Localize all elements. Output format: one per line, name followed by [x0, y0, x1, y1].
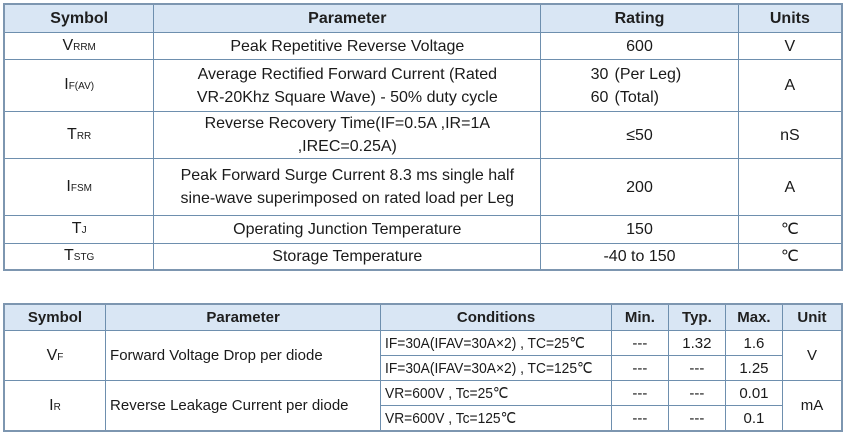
- symbol-cell: VRRM: [4, 33, 154, 60]
- header-typ: Typ.: [668, 304, 725, 331]
- conditions-cell: IF=30A(IFAV=30A×2) , TC=125℃: [381, 356, 612, 381]
- table-row: [4, 331, 842, 356]
- typ-cell: 1.32: [668, 331, 725, 356]
- unit-cell: nS: [738, 112, 842, 159]
- unit-cell: V: [782, 331, 842, 381]
- rating-note: (Per Leg): [614, 65, 682, 83]
- table-header-row: [4, 4, 842, 33]
- symbol-cell: IR: [4, 381, 106, 432]
- table-row: [4, 60, 842, 112]
- parameter-cell: [154, 60, 541, 112]
- electrical-characteristics-table: [3, 303, 843, 432]
- min-cell: ---: [611, 356, 668, 381]
- unit-cell: V: [738, 33, 842, 60]
- typ-cell: ---: [668, 406, 725, 432]
- header-max: Max.: [725, 304, 782, 331]
- table-row: [4, 159, 842, 216]
- conditions-cell: VR=600V , Tc=125℃: [381, 406, 612, 432]
- table-row: [4, 33, 842, 60]
- symbol-cell: TJ: [4, 216, 154, 244]
- rating-cell: 200: [541, 159, 738, 216]
- unit-cell: ℃: [738, 244, 842, 271]
- parameter-cell: Peak Repetitive Reverse Voltage: [154, 33, 541, 60]
- rating-cell: 150: [541, 216, 738, 244]
- rating-cell: -40 to 150: [541, 244, 738, 271]
- header-unit: Unit: [782, 304, 842, 331]
- typ-cell: ---: [668, 356, 725, 381]
- conditions-cell: IF=30A(IFAV=30A×2) , TC=25℃: [381, 331, 612, 356]
- rating-value: 60: [590, 88, 609, 106]
- table-row: [4, 216, 842, 244]
- symbol-cell: IF(AV): [4, 60, 154, 112]
- header-units: Units: [738, 4, 842, 33]
- parameter-cell: Reverse Recovery Time(IF=0.5A ,IR=1A ,IREC=0.25A): [154, 112, 541, 159]
- parameter-cell: Storage Temperature: [154, 244, 541, 271]
- rating-cell: ≤50: [541, 112, 738, 159]
- rating-cell: 600: [541, 33, 738, 60]
- header-parameter: Parameter: [154, 4, 541, 33]
- conditions-cell: VR=600V , Tc=25℃: [381, 381, 612, 406]
- typ-cell: ---: [668, 381, 725, 406]
- table-row: [4, 381, 842, 406]
- parameter-cell: Operating Junction Temperature: [154, 216, 541, 244]
- unit-cell: A: [738, 60, 842, 112]
- table-row: [4, 244, 842, 271]
- parameter-line: VR-20Khz Square Wave) - 50% duty cycle: [196, 88, 498, 106]
- header-symbol: Symbol: [4, 4, 154, 33]
- unit-cell: A: [738, 159, 842, 216]
- parameter-line: Average Rectified Forward Current (Rated: [197, 65, 497, 83]
- parameter-cell: Reverse Leakage Current per diode: [106, 381, 381, 432]
- maximum-ratings-table: [3, 3, 843, 271]
- header-conditions: Conditions: [381, 304, 612, 331]
- header-parameter: Parameter: [106, 304, 381, 331]
- header-min: Min.: [611, 304, 668, 331]
- parameter-cell: Forward Voltage Drop per diode: [106, 331, 381, 381]
- min-cell: ---: [611, 381, 668, 406]
- unit-cell: mA: [782, 381, 842, 432]
- min-cell: ---: [611, 331, 668, 356]
- max-cell: 0.01: [725, 381, 782, 406]
- symbol-cell: VF: [4, 331, 106, 381]
- table-row: [4, 112, 842, 159]
- min-cell: ---: [611, 406, 668, 432]
- parameter-line: sine-wave superimposed on rated load per Leg: [180, 190, 515, 207]
- max-cell: 1.6: [725, 331, 782, 356]
- symbol-cell: TSTG: [4, 244, 154, 271]
- parameter-line: Peak Forward Surge Current 8.3 ms single half: [180, 167, 515, 184]
- unit-cell: ℃: [738, 216, 842, 244]
- header-symbol: Symbol: [4, 304, 106, 331]
- rating-cell: [541, 60, 738, 112]
- rating-value: 30: [590, 65, 609, 83]
- symbol-cell: IFSM: [4, 159, 154, 216]
- max-cell: 0.1: [725, 406, 782, 432]
- rating-note: (Total): [614, 88, 659, 106]
- header-rating: Rating: [541, 4, 738, 33]
- max-cell: 1.25: [725, 356, 782, 381]
- symbol-cell: TRR: [4, 112, 154, 159]
- table-header-row: [4, 304, 842, 331]
- parameter-cell: [154, 159, 541, 216]
